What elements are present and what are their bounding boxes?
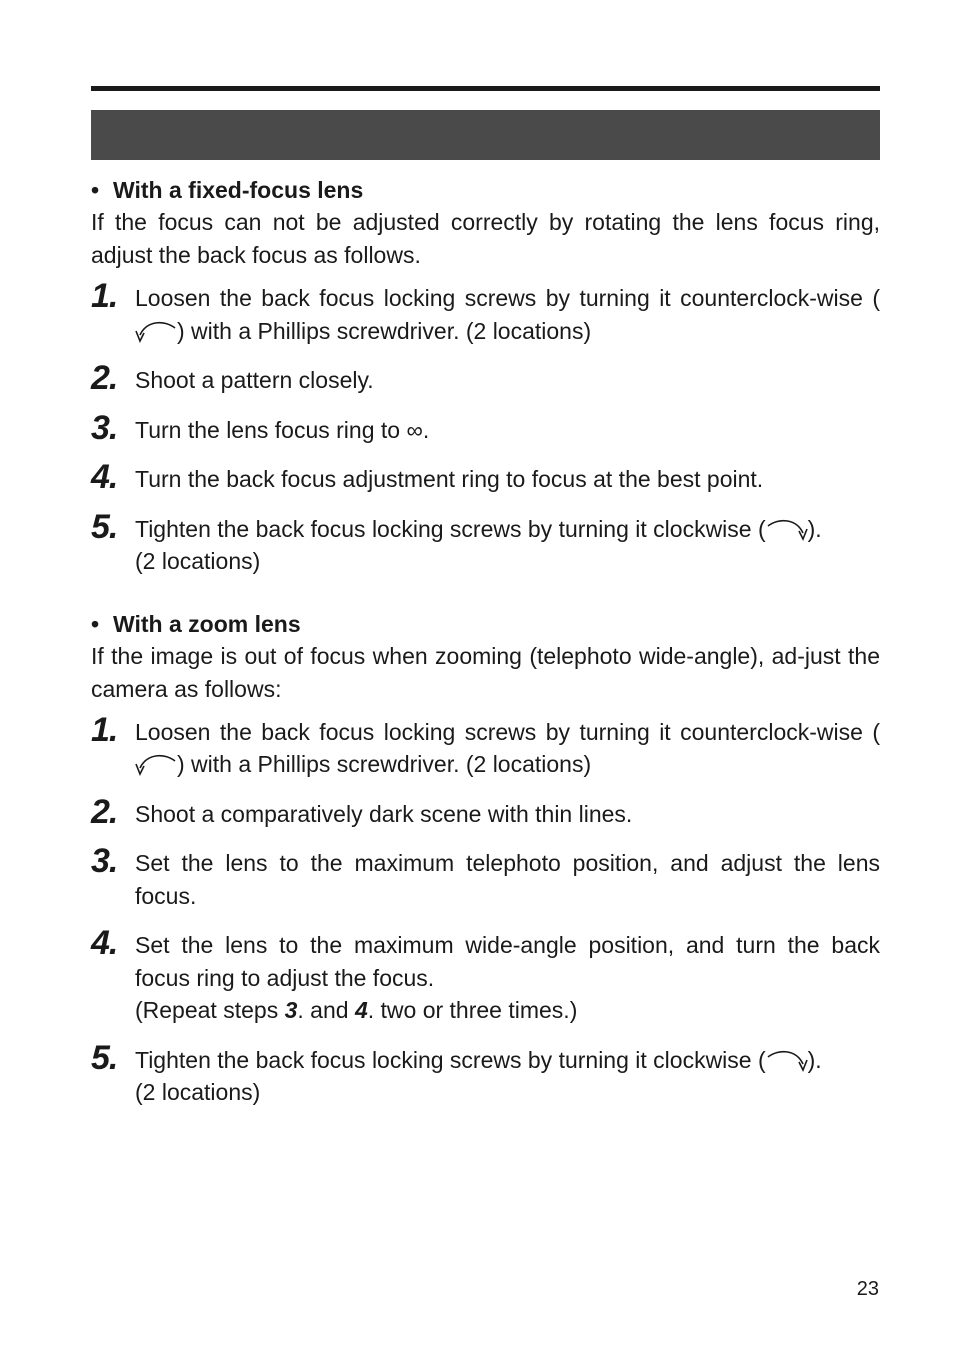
step-text: Tighten the back focus locking screws by turning it clockwise ( ). (135, 515, 822, 542)
bullet: • (91, 610, 100, 637)
step-item (91, 408, 880, 447)
step-number: 2. (91, 792, 118, 831)
section-intro: If the image is out of focus when zooming (telephoto wide-angle), ad-just the camera as follows: (91, 642, 880, 702)
step-item (91, 458, 880, 496)
step-item (91, 710, 880, 781)
heading-text: With a zoom lens (113, 610, 301, 637)
step-text: Turn the lens focus ring to ∞. (135, 416, 430, 443)
header-rule (91, 86, 880, 91)
step-text-line2: (2 locations) (135, 1079, 261, 1105)
step-number: 5. (91, 507, 118, 546)
step-number: 3. (91, 842, 118, 880)
clockwise-arrow-icon (766, 519, 808, 543)
step-item (91, 359, 880, 397)
step-text: Tighten the back focus locking screws by turning it clockwise ( ). (135, 1046, 822, 1073)
section-heading-zoom (91, 608, 880, 640)
heading-text: With a fixed-focus lens (113, 177, 364, 203)
counterclockwise-arrow-icon (135, 321, 177, 345)
section-intro: If the focus can not be adjusted correctly by rotating the lens focus ring, adjust the back focus as follows. (91, 209, 880, 268)
step-item (91, 842, 880, 912)
step-text: Loosen the back focus locking screws by turning it counterclock-wise ( ) with a Phillips screwdriver. (2 locations) (135, 718, 880, 777)
page-number: 23 (856, 1278, 879, 1300)
section-heading-fixed-focus (91, 174, 880, 206)
step-number: 1. (91, 710, 118, 749)
step-text: Set the lens to the maximum wide-angle position, and turn the back focus ring to adjust the focus. (135, 932, 880, 991)
step-note: (Repeat steps 3. and 4. two or three times.) (135, 997, 578, 1023)
step-item (91, 924, 880, 1027)
step-item (91, 792, 880, 831)
step-number: 5. (91, 1038, 118, 1077)
page-content (91, 174, 880, 1126)
step-item (91, 277, 880, 347)
step-text: Shoot a comparatively dark scene with thin lines. (135, 800, 633, 827)
header-band (91, 110, 880, 160)
counterclockwise-arrow-icon (135, 754, 177, 778)
clockwise-arrow-icon (766, 1050, 808, 1074)
step-item (91, 1038, 880, 1109)
step-text: Set the lens to the maximum telephoto position, and adjust the lens focus. (135, 850, 880, 909)
bullet: • (91, 177, 100, 203)
step-item (91, 507, 880, 578)
step-number: 4. (91, 458, 118, 496)
step-text: Loosen the back focus locking screws by turning it counterclock-wise ( ) with a Phillips screwdriver. (2 locations) (135, 285, 880, 344)
step-text-line2: (2 locations) (135, 548, 261, 574)
step-text: Turn the back focus adjustment ring to focus at the best point. (135, 466, 764, 492)
step-number: 2. (91, 359, 118, 397)
step-number: 3. (91, 408, 118, 447)
step-text: Shoot a pattern closely. (135, 367, 374, 393)
step-number: 4. (91, 924, 118, 962)
step-number: 1. (91, 277, 118, 315)
